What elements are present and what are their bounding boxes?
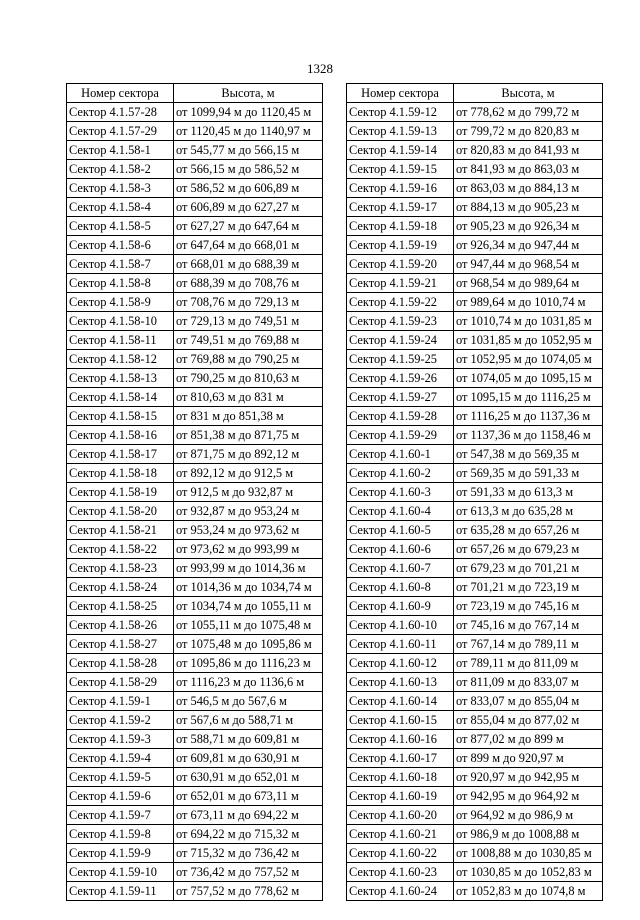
sector-number-cell: Сектор 4.1.58-3 [67, 179, 174, 198]
height-range-cell: от 799,72 м до 820,83 м [454, 122, 603, 141]
height-range-cell: от 647,64 м до 668,01 м [174, 236, 323, 255]
height-range-cell: от 855,04 м до 877,02 м [454, 711, 603, 730]
height-range-cell: от 591,33 м до 613,3 м [454, 483, 603, 502]
sector-number-cell: Сектор 4.1.58-15 [67, 407, 174, 426]
height-range-cell: от 871,75 м до 892,12 м [174, 445, 323, 464]
sector-number-cell: Сектор 4.1.60-9 [347, 597, 454, 616]
height-range-cell: от 736,42 м до 757,52 м [174, 863, 323, 882]
height-range-cell: от 1074,05 м до 1095,15 м [454, 369, 603, 388]
table-row [67, 806, 323, 825]
height-range-cell: от 668,01 м до 688,39 м [174, 255, 323, 274]
height-range-cell: от 833,07 м до 855,04 м [454, 692, 603, 711]
sector-number-cell: Сектор 4.1.59-9 [67, 844, 174, 863]
table-row [67, 578, 323, 597]
table-row [347, 863, 603, 882]
sector-number-cell: Сектор 4.1.60-23 [347, 863, 454, 882]
height-range-cell: от 652,01 м до 673,11 м [174, 787, 323, 806]
sector-number-cell: Сектор 4.1.60-20 [347, 806, 454, 825]
table-row [67, 597, 323, 616]
sector-number-cell: Сектор 4.1.60-15 [347, 711, 454, 730]
table-row [347, 103, 603, 122]
table-row [347, 236, 603, 255]
sector-number-cell: Сектор 4.1.58-17 [67, 445, 174, 464]
sector-number-cell: Сектор 4.1.58-12 [67, 350, 174, 369]
height-range-cell: от 790,25 м до 810,63 м [174, 369, 323, 388]
height-range-cell: от 1099,94 м до 1120,45 м [174, 103, 323, 122]
sector-number-cell: Сектор 4.1.59-19 [347, 236, 454, 255]
table-row [347, 483, 603, 502]
sector-number-cell: Сектор 4.1.60-4 [347, 502, 454, 521]
table-row [67, 236, 323, 255]
table-row [347, 255, 603, 274]
sector-number-cell: Сектор 4.1.59-5 [67, 768, 174, 787]
height-range-cell: от 953,24 м до 973,62 м [174, 521, 323, 540]
sector-number-cell: Сектор 4.1.59-10 [67, 863, 174, 882]
height-range-cell: от 932,87 м до 953,24 м [174, 502, 323, 521]
table-row [67, 369, 323, 388]
sector-height-table-left [66, 83, 323, 901]
height-range-cell: от 1034,74 м до 1055,11 м [174, 597, 323, 616]
table-row [67, 882, 323, 901]
sector-number-cell: Сектор 4.1.59-26 [347, 369, 454, 388]
height-range-cell: от 769,88 м до 790,25 м [174, 350, 323, 369]
sector-number-cell: Сектор 4.1.60-24 [347, 882, 454, 901]
table-row [347, 578, 603, 597]
sector-number-cell: Сектор 4.1.58-28 [67, 654, 174, 673]
table-row [67, 293, 323, 312]
height-range-cell: от 757,52 м до 778,62 м [174, 882, 323, 901]
sector-number-cell: Сектор 4.1.58-14 [67, 388, 174, 407]
height-range-cell: от 831 м до 851,38 м [174, 407, 323, 426]
sector-height-table-right [346, 83, 603, 901]
table-header-row [67, 84, 323, 103]
height-range-cell: от 947,44 м до 968,54 м [454, 255, 603, 274]
sector-number-cell: Сектор 4.1.58-26 [67, 616, 174, 635]
table-row [67, 350, 323, 369]
table-row [67, 730, 323, 749]
height-range-cell: от 964,92 м до 986,9 м [454, 806, 603, 825]
table-row [67, 198, 323, 217]
height-range-cell: от 767,14 м до 789,11 м [454, 635, 603, 654]
table-row [67, 825, 323, 844]
table-body-right [347, 103, 603, 901]
table-row [347, 445, 603, 464]
height-range-cell: от 841,93 м до 863,03 м [454, 160, 603, 179]
table-row [347, 407, 603, 426]
sector-number-cell: Сектор 4.1.58-4 [67, 198, 174, 217]
sector-number-cell: Сектор 4.1.58-6 [67, 236, 174, 255]
sector-number-cell: Сектор 4.1.59-16 [347, 179, 454, 198]
table-row [67, 768, 323, 787]
sector-number-cell: Сектор 4.1.59-8 [67, 825, 174, 844]
height-range-cell: от 789,11 м до 811,09 м [454, 654, 603, 673]
table-row [347, 749, 603, 768]
sector-number-cell: Сектор 4.1.58-27 [67, 635, 174, 654]
table-row [347, 692, 603, 711]
table-row [67, 635, 323, 654]
height-range-cell: от 1075,48 м до 1095,86 м [174, 635, 323, 654]
height-range-cell: от 993,99 м до 1014,36 м [174, 559, 323, 578]
height-range-cell: от 749,51 м до 769,88 м [174, 331, 323, 350]
sector-number-cell: Сектор 4.1.59-17 [347, 198, 454, 217]
height-range-cell: от 545,77 м до 566,15 м [174, 141, 323, 160]
height-range-cell: от 820,83 м до 841,93 м [454, 141, 603, 160]
sector-number-cell: Сектор 4.1.59-4 [67, 749, 174, 768]
table-row [67, 863, 323, 882]
height-range-cell: от 635,28 м до 657,26 м [454, 521, 603, 540]
sector-number-cell: Сектор 4.1.58-10 [67, 312, 174, 331]
height-range-cell: от 973,62 м до 993,99 м [174, 540, 323, 559]
sector-number-cell: Сектор 4.1.60-17 [347, 749, 454, 768]
sector-number-cell: Сектор 4.1.60-6 [347, 540, 454, 559]
table-row [347, 825, 603, 844]
table-row [347, 616, 603, 635]
height-range-cell: от 694,22 м до 715,32 м [174, 825, 323, 844]
table-row [67, 787, 323, 806]
sector-number-cell: Сектор 4.1.59-25 [347, 350, 454, 369]
header-height: Высота, м [174, 84, 323, 103]
sector-number-cell: Сектор 4.1.60-5 [347, 521, 454, 540]
height-range-cell: от 920,97 м до 942,95 м [454, 768, 603, 787]
height-range-cell: от 729,13 м до 749,51 м [174, 312, 323, 331]
height-range-cell: от 606,89 м до 627,27 м [174, 198, 323, 217]
height-range-cell: от 586,52 м до 606,89 м [174, 179, 323, 198]
height-range-cell: от 942,95 м до 964,92 м [454, 787, 603, 806]
height-range-cell: от 701,21 м до 723,19 м [454, 578, 603, 597]
height-range-cell: от 877,02 м до 899 м [454, 730, 603, 749]
table-row [347, 388, 603, 407]
height-range-cell: от 989,64 м до 1010,74 м [454, 293, 603, 312]
height-range-cell: от 912,5 м до 932,87 м [174, 483, 323, 502]
sector-number-cell: Сектор 4.1.59-2 [67, 711, 174, 730]
sector-number-cell: Сектор 4.1.60-2 [347, 464, 454, 483]
height-range-cell: от 1137,36 м до 1158,46 м [454, 426, 603, 445]
sector-number-cell: Сектор 4.1.60-14 [347, 692, 454, 711]
height-range-cell: от 778,62 м до 799,72 м [454, 103, 603, 122]
table-row [67, 844, 323, 863]
table-row [67, 331, 323, 350]
table-row [347, 597, 603, 616]
height-range-cell: от 679,23 м до 701,21 м [454, 559, 603, 578]
height-range-cell: от 715,32 м до 736,42 м [174, 844, 323, 863]
sector-number-cell: Сектор 4.1.60-13 [347, 673, 454, 692]
sector-number-cell: Сектор 4.1.58-2 [67, 160, 174, 179]
height-range-cell: от 1010,74 м до 1031,85 м [454, 312, 603, 331]
sector-number-cell: Сектор 4.1.59-3 [67, 730, 174, 749]
sector-number-cell: Сектор 4.1.58-19 [67, 483, 174, 502]
height-range-cell: от 1052,95 м до 1074,05 м [454, 350, 603, 369]
table-row [347, 635, 603, 654]
table-row [67, 445, 323, 464]
table-row [67, 274, 323, 293]
table-body-left [67, 103, 323, 901]
height-range-cell: от 1014,36 м до 1034,74 м [174, 578, 323, 597]
height-range-cell: от 884,13 м до 905,23 м [454, 198, 603, 217]
table-row [347, 141, 603, 160]
table-row [347, 198, 603, 217]
table-row [347, 350, 603, 369]
height-range-cell: от 588,71 м до 609,81 м [174, 730, 323, 749]
height-range-cell: от 968,54 м до 989,64 м [454, 274, 603, 293]
table-row [67, 407, 323, 426]
height-range-cell: от 905,23 м до 926,34 м [454, 217, 603, 236]
table-row [67, 711, 323, 730]
height-range-cell: от 708,76 м до 729,13 м [174, 293, 323, 312]
table-row [347, 787, 603, 806]
sector-number-cell: Сектор 4.1.59-11 [67, 882, 174, 901]
height-range-cell: от 1095,86 м до 1116,23 м [174, 654, 323, 673]
table-row [347, 673, 603, 692]
sector-number-cell: Сектор 4.1.60-7 [347, 559, 454, 578]
header-sector-number: Номер сектора [67, 84, 174, 103]
table-row [67, 160, 323, 179]
sector-number-cell: Сектор 4.1.58-29 [67, 673, 174, 692]
table-row [347, 559, 603, 578]
table-row [67, 179, 323, 198]
sector-number-cell: Сектор 4.1.58-24 [67, 578, 174, 597]
sector-number-cell: Сектор 4.1.60-8 [347, 578, 454, 597]
sector-number-cell: Сектор 4.1.58-22 [67, 540, 174, 559]
height-range-cell: от 688,39 м до 708,76 м [174, 274, 323, 293]
height-range-cell: от 1008,88 м до 1030,85 м [454, 844, 603, 863]
sector-number-cell: Сектор 4.1.60-1 [347, 445, 454, 464]
height-range-cell: от 547,38 м до 569,35 м [454, 445, 603, 464]
table-row [347, 179, 603, 198]
height-range-cell: от 657,26 м до 679,23 м [454, 540, 603, 559]
height-range-cell: от 1095,15 м до 1116,25 м [454, 388, 603, 407]
table-row [67, 521, 323, 540]
table-row [67, 122, 323, 141]
sector-number-cell: Сектор 4.1.59-6 [67, 787, 174, 806]
sector-number-cell: Сектор 4.1.59-7 [67, 806, 174, 825]
height-range-cell: от 892,12 м до 912,5 м [174, 464, 323, 483]
height-range-cell: от 1052,83 м до 1074,8 м [454, 882, 603, 901]
height-range-cell: от 926,34 м до 947,44 м [454, 236, 603, 255]
height-range-cell: от 627,27 м до 647,64 м [174, 217, 323, 236]
sector-number-cell: Сектор 4.1.60-11 [347, 635, 454, 654]
sector-number-cell: Сектор 4.1.59-15 [347, 160, 454, 179]
table-row [347, 806, 603, 825]
page-number: 1328 [307, 61, 333, 76]
table-row [347, 844, 603, 863]
sector-number-cell: Сектор 4.1.59-12 [347, 103, 454, 122]
table-row [67, 426, 323, 445]
height-range-cell: от 613,3 м до 635,28 м [454, 502, 603, 521]
sector-number-cell: Сектор 4.1.58-5 [67, 217, 174, 236]
sector-number-cell: Сектор 4.1.58-9 [67, 293, 174, 312]
sector-number-cell: Сектор 4.1.59-22 [347, 293, 454, 312]
table-row [347, 293, 603, 312]
table-row [347, 331, 603, 350]
table-row [67, 654, 323, 673]
sector-number-cell: Сектор 4.1.59-14 [347, 141, 454, 160]
sector-number-cell: Сектор 4.1.59-24 [347, 331, 454, 350]
sector-number-cell: Сектор 4.1.58-1 [67, 141, 174, 160]
table-row [347, 882, 603, 901]
table-header-row [347, 84, 603, 103]
height-range-cell: от 986,9 м до 1008,88 м [454, 825, 603, 844]
sector-number-cell: Сектор 4.1.60-21 [347, 825, 454, 844]
sector-number-cell: Сектор 4.1.60-22 [347, 844, 454, 863]
table-row [67, 540, 323, 559]
height-range-cell: от 567,6 м до 588,71 м [174, 711, 323, 730]
height-range-cell: от 1055,11 м до 1075,48 м [174, 616, 323, 635]
table-row [67, 255, 323, 274]
height-range-cell: от 630,91 м до 652,01 м [174, 768, 323, 787]
height-range-cell: от 863,03 м до 884,13 м [454, 179, 603, 198]
height-range-cell: от 1030,85 м до 1052,83 м [454, 863, 603, 882]
height-range-cell: от 745,16 м до 767,14 м [454, 616, 603, 635]
table-row [347, 464, 603, 483]
sector-number-cell: Сектор 4.1.59-1 [67, 692, 174, 711]
table-row [67, 388, 323, 407]
sector-number-cell: Сектор 4.1.60-16 [347, 730, 454, 749]
sector-number-cell: Сектор 4.1.60-19 [347, 787, 454, 806]
sector-number-cell: Сектор 4.1.58-13 [67, 369, 174, 388]
sector-number-cell: Сектор 4.1.58-11 [67, 331, 174, 350]
table-row [347, 502, 603, 521]
table-row [67, 103, 323, 122]
height-range-cell: от 1120,45 м до 1140,97 м [174, 122, 323, 141]
sector-number-cell: Сектор 4.1.59-18 [347, 217, 454, 236]
table-row [67, 502, 323, 521]
table-row [67, 464, 323, 483]
header-sector-number: Номер сектора [347, 84, 454, 103]
sector-number-cell: Сектор 4.1.59-29 [347, 426, 454, 445]
sector-number-cell: Сектор 4.1.58-20 [67, 502, 174, 521]
table-row [67, 312, 323, 331]
sector-number-cell: Сектор 4.1.58-21 [67, 521, 174, 540]
height-range-cell: от 723,19 м до 745,16 м [454, 597, 603, 616]
table-row [347, 730, 603, 749]
height-range-cell: от 673,11 м до 694,22 м [174, 806, 323, 825]
table-row [67, 141, 323, 160]
table-row [347, 654, 603, 673]
height-range-cell: от 811,09 м до 833,07 м [454, 673, 603, 692]
table-row [347, 521, 603, 540]
table-row [347, 768, 603, 787]
height-range-cell: от 569,35 м до 591,33 м [454, 464, 603, 483]
table-row [347, 160, 603, 179]
sector-number-cell: Сектор 4.1.57-28 [67, 103, 174, 122]
table-row [347, 540, 603, 559]
table-row [67, 483, 323, 502]
table-row [347, 426, 603, 445]
sector-number-cell: Сектор 4.1.58-25 [67, 597, 174, 616]
table-row [67, 559, 323, 578]
table-row [67, 692, 323, 711]
table-row [67, 616, 323, 635]
sector-number-cell: Сектор 4.1.59-20 [347, 255, 454, 274]
height-range-cell: от 851,38 м до 871,75 м [174, 426, 323, 445]
sector-number-cell: Сектор 4.1.60-12 [347, 654, 454, 673]
table-row [347, 274, 603, 293]
sector-number-cell: Сектор 4.1.58-8 [67, 274, 174, 293]
sector-number-cell: Сектор 4.1.59-23 [347, 312, 454, 331]
sector-number-cell: Сектор 4.1.58-16 [67, 426, 174, 445]
header-height: Высота, м [454, 84, 603, 103]
table-row [347, 711, 603, 730]
sector-number-cell: Сектор 4.1.59-27 [347, 388, 454, 407]
sector-number-cell: Сектор 4.1.59-21 [347, 274, 454, 293]
table-row [67, 749, 323, 768]
sector-number-cell: Сектор 4.1.59-28 [347, 407, 454, 426]
height-range-cell: от 899 м до 920,97 м [454, 749, 603, 768]
sector-number-cell: Сектор 4.1.60-10 [347, 616, 454, 635]
height-range-cell: от 1116,23 м до 1136,6 м [174, 673, 323, 692]
sector-number-cell: Сектор 4.1.60-18 [347, 768, 454, 787]
sector-number-cell: Сектор 4.1.57-29 [67, 122, 174, 141]
sector-number-cell: Сектор 4.1.59-13 [347, 122, 454, 141]
height-range-cell: от 609,81 м до 630,91 м [174, 749, 323, 768]
height-range-cell: от 1031,85 м до 1052,95 м [454, 331, 603, 350]
sector-number-cell: Сектор 4.1.58-18 [67, 464, 174, 483]
height-range-cell: от 810,63 м до 831 м [174, 388, 323, 407]
table-row [67, 673, 323, 692]
height-range-cell: от 546,5 м до 567,6 м [174, 692, 323, 711]
table-row [347, 122, 603, 141]
height-range-cell: от 566,15 м до 586,52 м [174, 160, 323, 179]
height-range-cell: от 1116,25 м до 1137,36 м [454, 407, 603, 426]
sector-number-cell: Сектор 4.1.58-7 [67, 255, 174, 274]
table-row [347, 312, 603, 331]
table-row [347, 369, 603, 388]
sector-number-cell: Сектор 4.1.60-3 [347, 483, 454, 502]
table-row [347, 217, 603, 236]
table-row [67, 217, 323, 236]
sector-number-cell: Сектор 4.1.58-23 [67, 559, 174, 578]
